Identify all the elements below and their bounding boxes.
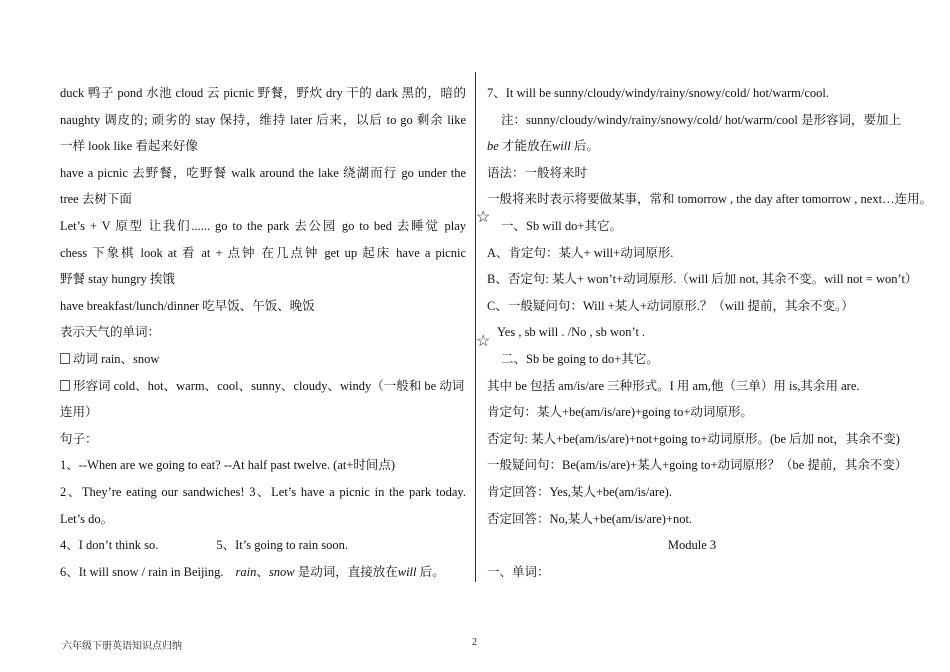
rule-2-no-answer: 否定回答：No,某人+be(am/is/are)+not. bbox=[487, 511, 693, 526]
note-be: be bbox=[487, 139, 499, 154]
bullet-box-icon bbox=[60, 380, 70, 391]
rule-1-affirmative: A、肯定句：某人+ will+动词原形. bbox=[487, 245, 674, 260]
rule-2-be-forms: 其中 be 包括 am/is/are 三种形式。I 用 am,他（三单）用 is,其余用 are. bbox=[487, 378, 860, 393]
footer-title: 六年级下册英语知识点归纳 bbox=[62, 641, 182, 652]
sentence-6-end: 后。 bbox=[416, 564, 445, 579]
sentence-6-will: will bbox=[397, 564, 417, 579]
rule-1-answers: Yes , sb will . /No , sb won’t . bbox=[497, 325, 646, 340]
words-heading: 一、单词： bbox=[487, 564, 550, 579]
sentence-5: 5、It’s going to rain soon. bbox=[216, 538, 348, 553]
phrase-line-2: tree 去树下面 bbox=[60, 192, 132, 207]
sentence-2-3: 2、They’re eating our sandwiches! 3、Let’s have a picnic in the park today. bbox=[60, 484, 466, 499]
vocab-line-1: duck 鸭子 pond 水池 cloud 云 picnic 野餐，野炊 dry 干的 dark 黑的，暗的 bbox=[60, 86, 466, 100]
vocab-line-2: naughty 调皮的; 顽劣的 stay 保持，维持 later 后来，以后 to go 剩余 like bbox=[60, 112, 466, 127]
weather-verbs bbox=[60, 346, 466, 373]
grammar-heading: 语法：一般将来时 bbox=[487, 165, 588, 180]
note-line-1: 注：sunny/cloudy/windy/rainy/snowy/cold/ hot/warm/cool 是形容词，要加上 bbox=[501, 112, 901, 127]
phrase-line-4: chess 下象棋 look at 看 at + 点钟 在几点钟 get up 起床 have a picnic bbox=[60, 245, 466, 260]
rule-1-negative: B、否定句: 某人+ won’t+动词原形.（will 后加 not, 其余不变。will not = won’t） bbox=[487, 272, 918, 287]
sentence-6-text: 6、It will snow / rain in Beijing. bbox=[60, 564, 224, 579]
note-end: 后。 bbox=[570, 139, 599, 154]
sentence-4-5 bbox=[60, 532, 466, 559]
weather-adjectives bbox=[60, 373, 466, 400]
rule-1-question: C、一般疑问句：Will +某人+动词原形.？（will 提前，其余不变。） bbox=[487, 298, 854, 313]
note-text: 才能放在 bbox=[498, 139, 552, 154]
star-icon: ☆ bbox=[476, 209, 491, 226]
note-will: will bbox=[551, 139, 571, 154]
sentence-6 bbox=[60, 559, 466, 586]
column-divider bbox=[475, 72, 476, 582]
grammar-desc: 一般将来时表示将要做某事，常和 tomorrow , the day after tomorrow , next…连用。 bbox=[487, 192, 933, 207]
left-column bbox=[60, 80, 466, 585]
sentence-4: 4、I don’t think so. bbox=[60, 538, 159, 553]
phrase-line-6: have breakfast/lunch/dinner 吃早饭、午饭、晚饭 bbox=[60, 298, 315, 313]
sentence-6-note: 是动词，直接放在 bbox=[294, 564, 398, 579]
star-icon: ☆ bbox=[476, 333, 491, 350]
rule-2-heading: 二、Sb be going to do+其它。 bbox=[501, 351, 659, 366]
rule-2-question: 一般疑问句：Be(am/is/are)+某人+going to+动词原形？（be 提前，其余不变） bbox=[487, 458, 908, 473]
weather-heading: 表示天气的单词： bbox=[60, 325, 161, 340]
rule-1-heading: 一、Sb will do+其它。 bbox=[501, 218, 622, 233]
sentence-6-snow: snow bbox=[268, 564, 295, 579]
page-number: 2 bbox=[472, 637, 477, 648]
sentence-3-cont: Let’s do。 bbox=[60, 511, 114, 526]
weather-adjectives-text: 形容词 cold、hot、warm、cool、sunny、cloudy、windy（一般和 be 动词 bbox=[73, 378, 465, 393]
phrase-line-3: Let’s + V 原型 让我们...... go to the park 去公园 go to bed 去睡觉 play bbox=[60, 218, 466, 233]
weather-verbs-text: 动词 rain、snow bbox=[73, 351, 160, 366]
rule-2-negative: 否定句: 某人+be(am/is/are)+not+going to+动词原形。(be 后加 not，其余不变) bbox=[487, 431, 900, 446]
bullet-box-icon bbox=[60, 353, 70, 364]
note-line-2 bbox=[487, 133, 897, 160]
phrase-line-1: have a picnic 去野餐，吃野餐 walk around the lake 绕湖而行 go under the bbox=[60, 165, 466, 180]
sentence-1: 1、--When are we going to eat? --At half past twelve. (at+时间点) bbox=[60, 458, 396, 473]
right-column bbox=[487, 80, 933, 585]
sentence-7: 7、It will be sunny/cloudy/windy/rainy/snowy/cold/ hot/warm/cool. bbox=[487, 86, 829, 100]
module-heading: Module 3 bbox=[667, 538, 717, 553]
weather-adjectives-cont: 连用） bbox=[60, 405, 98, 420]
phrase-line-5: 野餐 stay hungry 挨饿 bbox=[60, 272, 175, 287]
sentences-heading: 句子： bbox=[60, 431, 98, 446]
rule-2-yes-answer: 肯定回答：Yes,某人+be(am/is/are). bbox=[487, 484, 672, 499]
rule-2-affirmative: 肯定句：某人+be(am/is/are)+going to+动词原形。 bbox=[487, 405, 753, 420]
sentence-6-sep: 、 bbox=[256, 564, 269, 579]
sentence-6-rain: rain bbox=[235, 564, 257, 579]
vocab-line-3: 一样 look like 看起来好像 bbox=[60, 139, 198, 154]
